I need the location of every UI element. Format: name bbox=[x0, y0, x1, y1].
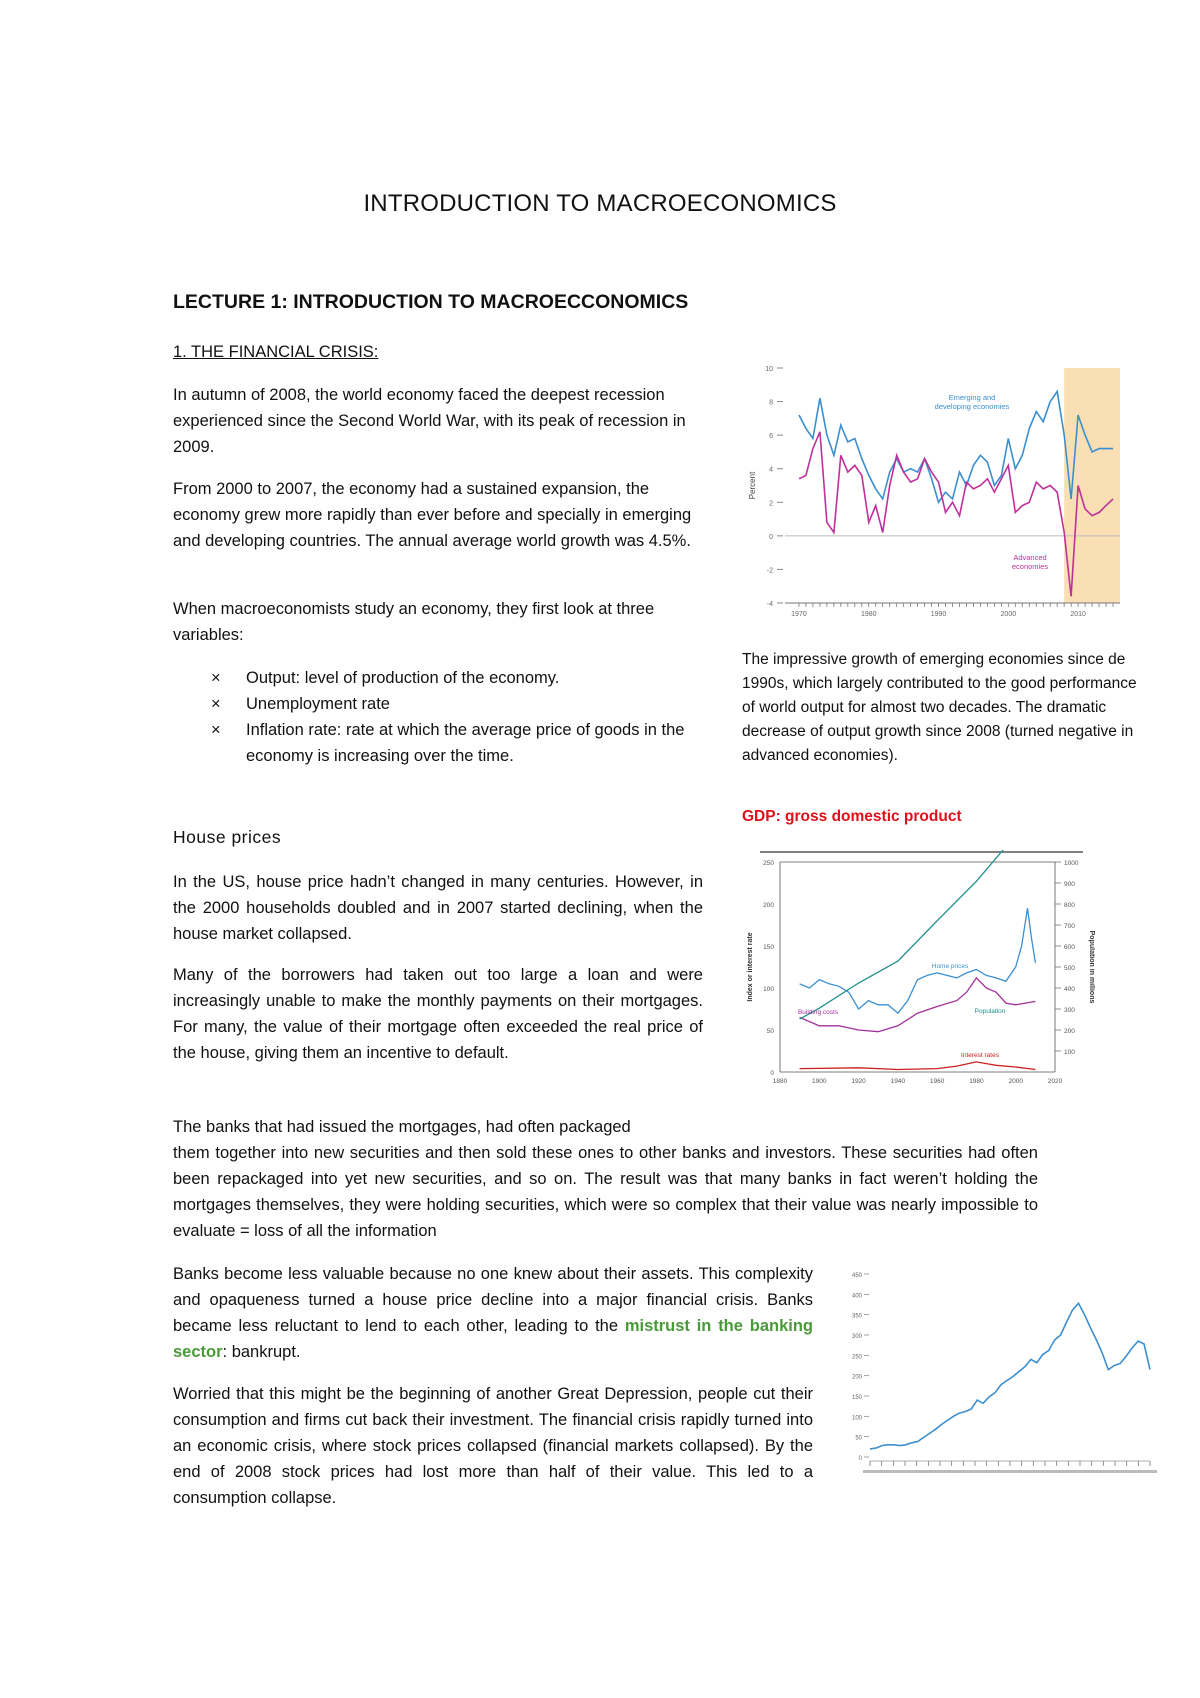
y-tick-label: 0 bbox=[858, 1456, 862, 1462]
paragraph-borrowers: Many of the borrowers had taken out too large a loan and were increasingly unable to make the monthly payments on their mortgages. For many, the value of their mortgage often exceeded the real price of the house, giving them an incentive to default. bbox=[173, 966, 703, 1062]
y-axis-label: Index or interest rate bbox=[747, 932, 754, 1002]
x-tick-label: 1980 bbox=[860, 611, 877, 618]
y-tick-label: 50 bbox=[766, 1028, 774, 1035]
x-tick-label: 1970 bbox=[791, 611, 807, 618]
list-item-text: Inflation rate: rate at which the average price of goods in the economy is increasing over the time. bbox=[246, 721, 685, 765]
y-tick-label: 200 bbox=[763, 902, 774, 909]
y-tick-label: 8 bbox=[769, 399, 773, 407]
y-tick-label: 400 bbox=[851, 1293, 862, 1300]
mistrust-tail: : bankrupt. bbox=[222, 1343, 301, 1361]
house-prices-chart bbox=[740, 850, 1095, 1100]
y-tick-label: 100 bbox=[763, 986, 774, 993]
variables-list bbox=[211, 665, 706, 769]
y-tick-label: 100 bbox=[851, 1415, 862, 1422]
y2-tick-label: 200 bbox=[1064, 1028, 1075, 1035]
x-tick-label: 1880 bbox=[772, 1078, 788, 1085]
x-tick-label: 1990 bbox=[930, 611, 947, 618]
y-tick-label: 150 bbox=[851, 1395, 862, 1401]
y-axis-label: Percent bbox=[748, 471, 757, 500]
x-tick-label: 2000 bbox=[1000, 611, 1017, 618]
building-costs-label: Building costs bbox=[797, 1009, 839, 1016]
y-tick-label: -4 bbox=[766, 601, 773, 608]
y2-tick-label: 900 bbox=[1064, 881, 1075, 888]
list-item-text: Unemployment rate bbox=[246, 695, 390, 713]
emerging-legend-label-2: developing economies bbox=[934, 402, 1010, 411]
mistrust-text: Banks become less valuable because no one knew about their assets. This complexity and opaqueness turned a house price decline into a major financial crisis. Banks became less reluctant to lend to each other, leading to the bbox=[173, 1265, 813, 1335]
lecture-heading: LECTURE 1: INTRODUCTION TO MACROECCONOMICS bbox=[173, 291, 689, 313]
gdp-label: GDP: gross domestic product bbox=[742, 808, 962, 825]
y2-tick-label: 100 bbox=[1064, 1049, 1075, 1056]
interest-rates-line bbox=[800, 1062, 1036, 1070]
advanced-legend-label-1: Advanced bbox=[1013, 553, 1047, 562]
y-tick-label: 0 bbox=[770, 1070, 774, 1077]
building-costs-line bbox=[797, 978, 1036, 1032]
emerging-legend-label-1: Emerging and bbox=[948, 393, 996, 402]
y2-tick-label: 600 bbox=[1064, 944, 1075, 951]
y-tick-label: 250 bbox=[763, 860, 774, 867]
x-tick-label: 1980 bbox=[969, 1078, 984, 1085]
population-label: Population bbox=[974, 1008, 1006, 1015]
x-tick-label-blur bbox=[1143, 1470, 1157, 1473]
population-line bbox=[797, 850, 1036, 1019]
y-tick-label: -2 bbox=[766, 567, 773, 575]
y-tick-label: 4 bbox=[769, 466, 773, 474]
cross-bullet-icon: × bbox=[211, 669, 221, 687]
stock-price-line bbox=[870, 1303, 1150, 1449]
stock-prices-chart bbox=[840, 1262, 1160, 1492]
document-title: INTRODUCTION TO MACROECONOMICS bbox=[363, 190, 837, 217]
paragraph-consumption: Worried that this might be the beginning of another Great Depression, people cut their consumption and firms cut back their investment. The financial crisis rapidly turned into an economic crisis, where stock prices collapsed (financial markets collapsed). By the end of 2008 stock prices had lost more than half of their value. This led to a consumption collapse. bbox=[173, 1385, 813, 1507]
paragraph-banks: them together into new securities and then sold these ones to other banks and investors. These securities had often been repackaged into yet new securities, and so on. The result was that many banks in fact weren’t holding the mortgages themselves, they were holding securities, which were so complex that their value was nearly impossible to evaluate = loss of all the information bbox=[173, 1144, 1038, 1240]
list-item-text: Output: level of production of the economy. bbox=[246, 669, 560, 687]
paragraph-mistrust bbox=[173, 1261, 813, 1365]
house-prices-heading: House prices bbox=[173, 827, 282, 847]
y2-tick-label: 500 bbox=[1064, 965, 1075, 972]
y-tick-label: 0 bbox=[769, 533, 773, 541]
cross-bullet-icon: × bbox=[211, 695, 221, 713]
list-item bbox=[211, 665, 706, 691]
y-tick-label: 350 bbox=[851, 1313, 862, 1320]
x-tick-label: 1900 bbox=[812, 1078, 827, 1085]
section-heading: 1. THE FINANCIAL CRISIS: bbox=[173, 343, 379, 361]
y-tick-label: 50 bbox=[855, 1435, 862, 1442]
advanced-legend-label-2: economies bbox=[1011, 562, 1049, 571]
x-tick-label: 1940 bbox=[890, 1078, 906, 1085]
y-tick-label: 10 bbox=[765, 366, 773, 373]
y2-tick-label: 300 bbox=[1064, 1007, 1075, 1014]
output-growth-chart bbox=[740, 358, 1140, 620]
y-tick-label: 2 bbox=[769, 500, 773, 508]
cross-bullet-icon: × bbox=[211, 721, 221, 739]
home-prices-label: Home prices bbox=[931, 963, 969, 970]
y2-axis-label: Population in millions bbox=[1088, 930, 1095, 1004]
y2-tick-label: 1000 bbox=[1064, 860, 1079, 867]
list-item bbox=[211, 717, 706, 769]
y-tick-label: 6 bbox=[769, 433, 773, 441]
x-tick-label: 1920 bbox=[851, 1078, 866, 1085]
x-tick-label: 2020 bbox=[1047, 1078, 1063, 1085]
highlight-mistrust: mistrust in the banking sector bbox=[173, 1317, 813, 1361]
x-tick-label: 2000 bbox=[1008, 1078, 1023, 1085]
y-tick-label: 300 bbox=[851, 1334, 862, 1340]
list-item bbox=[211, 691, 706, 717]
x-tick-label: 1960 bbox=[929, 1078, 945, 1085]
paragraph-variables: When macroeconomists study an economy, they first look at three variables: bbox=[173, 600, 655, 644]
chart1-caption: The impressive growth of emerging economies since de 1990s, which largely contributed to the good performance of world output for almost two decades. The dramatic decrease of output growth since 2008 (turned negative in advanced economies). bbox=[742, 651, 1137, 764]
y-tick-label: 150 bbox=[763, 944, 774, 951]
paragraph-expansion: From 2000 to 2007, the economy had a sustained expansion, the economy grew more rapidly than ever before and specially in emerging and developing countries. The annual average world growth was 4.5%. bbox=[173, 480, 692, 550]
y2-tick-label: 400 bbox=[1064, 986, 1075, 993]
y-tick-label: 200 bbox=[851, 1374, 862, 1381]
y-tick-label: 450 bbox=[851, 1273, 862, 1279]
paragraph-house-prices: In the US, house price hadn’t changed in many centuries. However, in the 2000 households doubled and in 2007 started declining, when the house market collapsed. bbox=[173, 873, 703, 943]
paragraph-recession: In autumn of 2008, the world economy faced the deepest recession experienced since the Second World War, with its peak of recession in 2009. bbox=[173, 386, 686, 456]
y2-tick-label: 800 bbox=[1064, 902, 1075, 909]
paragraph-banks-start: The banks that had issued the mortgages, had often packaged bbox=[173, 1118, 631, 1136]
y-tick-label: 250 bbox=[851, 1354, 862, 1361]
interest-rates-label: Interest rates bbox=[961, 1052, 999, 1059]
y2-tick-label: 700 bbox=[1064, 923, 1075, 930]
x-tick-label: 2010 bbox=[1070, 611, 1086, 618]
